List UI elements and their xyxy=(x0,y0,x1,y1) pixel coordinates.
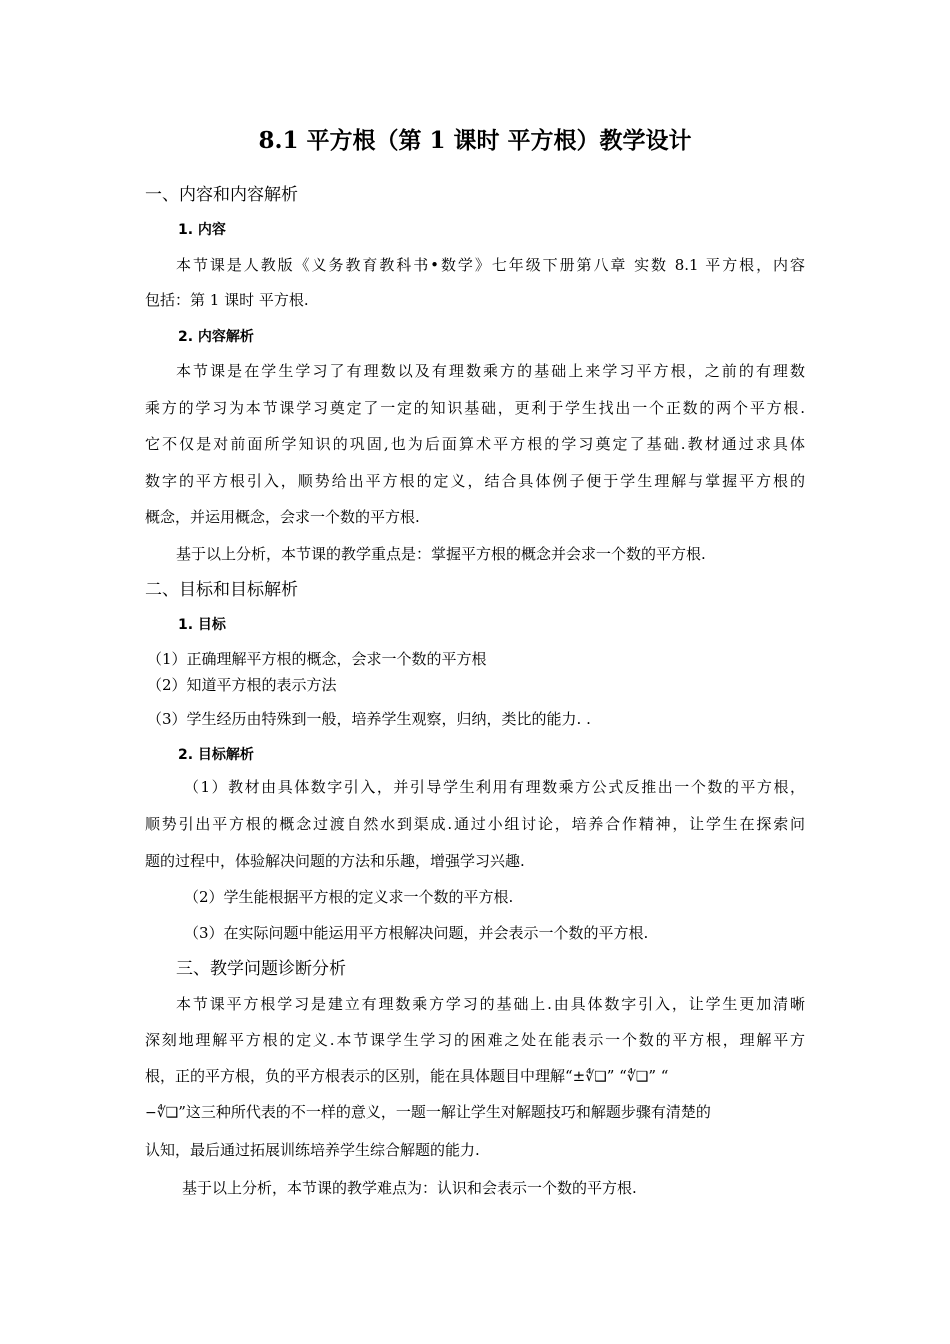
section-1-heading: 一、内容和内容解析 xyxy=(145,185,298,205)
root-symbol: ∜❑ xyxy=(626,1069,649,1085)
paragraph-line: 乘方的学习为本节课学习奠定了一定的知识基础，更利于学生找出一个正数的两个平方根. xyxy=(145,399,805,417)
paragraph-line: 基于以上分析，本节课的教学难点为：认识和会表示一个数的平方根. xyxy=(182,1179,637,1197)
paragraph-line: （2）学生能根据平方根的定义求一个数的平方根. xyxy=(184,888,514,906)
section-1-sub-1-heading: 1. 内容 xyxy=(178,222,226,238)
section-2-sub-2-heading: 2. 目标解析 xyxy=(178,747,254,763)
paragraph-line: （3）在实际问题中能运用平方根解决问题，并会表示一个数的平方根. xyxy=(184,924,649,942)
list-item: （3）学生经历由特殊到一般，培养学生观察，归纳，类比的能力. . xyxy=(147,710,591,728)
paragraph-line: 它不仅是对前面所学知识的巩固,也为后面算术平方根的学习奠定了基础.教材通过求具体 xyxy=(145,435,805,453)
paragraph-line xyxy=(145,1101,711,1124)
paragraph-line: 数字的平方根引入，顺势给出平方根的定义，结合具体例子便于学生理解与掌握平方根的 xyxy=(145,472,805,490)
paragraph-line: 本节课是在学生学习了有理数以及有理数乘方的基础上来学习平方根，之前的有理数 xyxy=(176,362,805,380)
text-run: 根，正的平方根，负的平方根表示的区别，能在具体题目中理解“± xyxy=(145,1067,586,1085)
paragraph-line: （1）教材由具体数字引入，并引导学生利用有理数乘方公式反推出一个数的平方根， xyxy=(184,778,805,796)
list-item: （2）知道平方根的表示方法 xyxy=(147,676,337,694)
paragraph-line: 题的过程中，体验解决问题的方法和乐趣，增强学习兴趣. xyxy=(145,852,525,870)
section-2-heading: 二、目标和目标解析 xyxy=(145,580,298,600)
text-run: ”这三种所代表的不一样的意义，一题一解让学生对解题技巧和解题步骤有清楚的 xyxy=(178,1103,711,1121)
root-symbol: ∜❑ xyxy=(585,1069,607,1085)
paragraph-line: 顺势引出平方根的概念过渡自然水到渠成.通过小组讨论，培养合作精神，让学生在探索问 xyxy=(145,815,805,833)
paragraph-line xyxy=(145,1065,668,1088)
paragraph-line: 本节课是人教版《义务教育教科书•数学》七年级下册第八章 实数 8.1 平方根，内容 xyxy=(176,256,805,274)
paragraph-line: 深刻地理解平方根的定义.本节课学生学习的困难之处在能表示一个数的平方根，理解平方 xyxy=(145,1031,805,1049)
text-run: ” “ xyxy=(648,1067,669,1085)
paragraph-line: 包括：第 1 课时 平方根. xyxy=(145,291,309,309)
paragraph-line: 基于以上分析，本节课的教学重点是：掌握平方根的概念并会求一个数的平方根. xyxy=(176,545,706,563)
page-title: 8.1 平方根（第 1 课时 平方根）教学设计 xyxy=(258,127,692,154)
section-3-heading: 三、教学问题诊断分析 xyxy=(176,959,346,979)
paragraph-line: 本节课平方根学习是建立有理数乘方学习的基础上.由具体数字引入，让学生更加清晰 xyxy=(176,995,805,1013)
paragraph-line: 概念，并运用概念，会求一个数的平方根. xyxy=(145,508,420,526)
minus-root-symbol: −∜❑ xyxy=(145,1105,179,1121)
list-item: （1）正确理解平方根的概念，会求一个数的平方根 xyxy=(147,650,487,668)
paragraph-line: 认知，最后通过拓展训练培养学生综合解题的能力. xyxy=(145,1141,480,1159)
section-2-sub-1-heading: 1. 目标 xyxy=(178,617,226,633)
section-1-sub-2-heading: 2. 内容解析 xyxy=(178,329,254,345)
text-run: ” “ xyxy=(606,1067,627,1085)
